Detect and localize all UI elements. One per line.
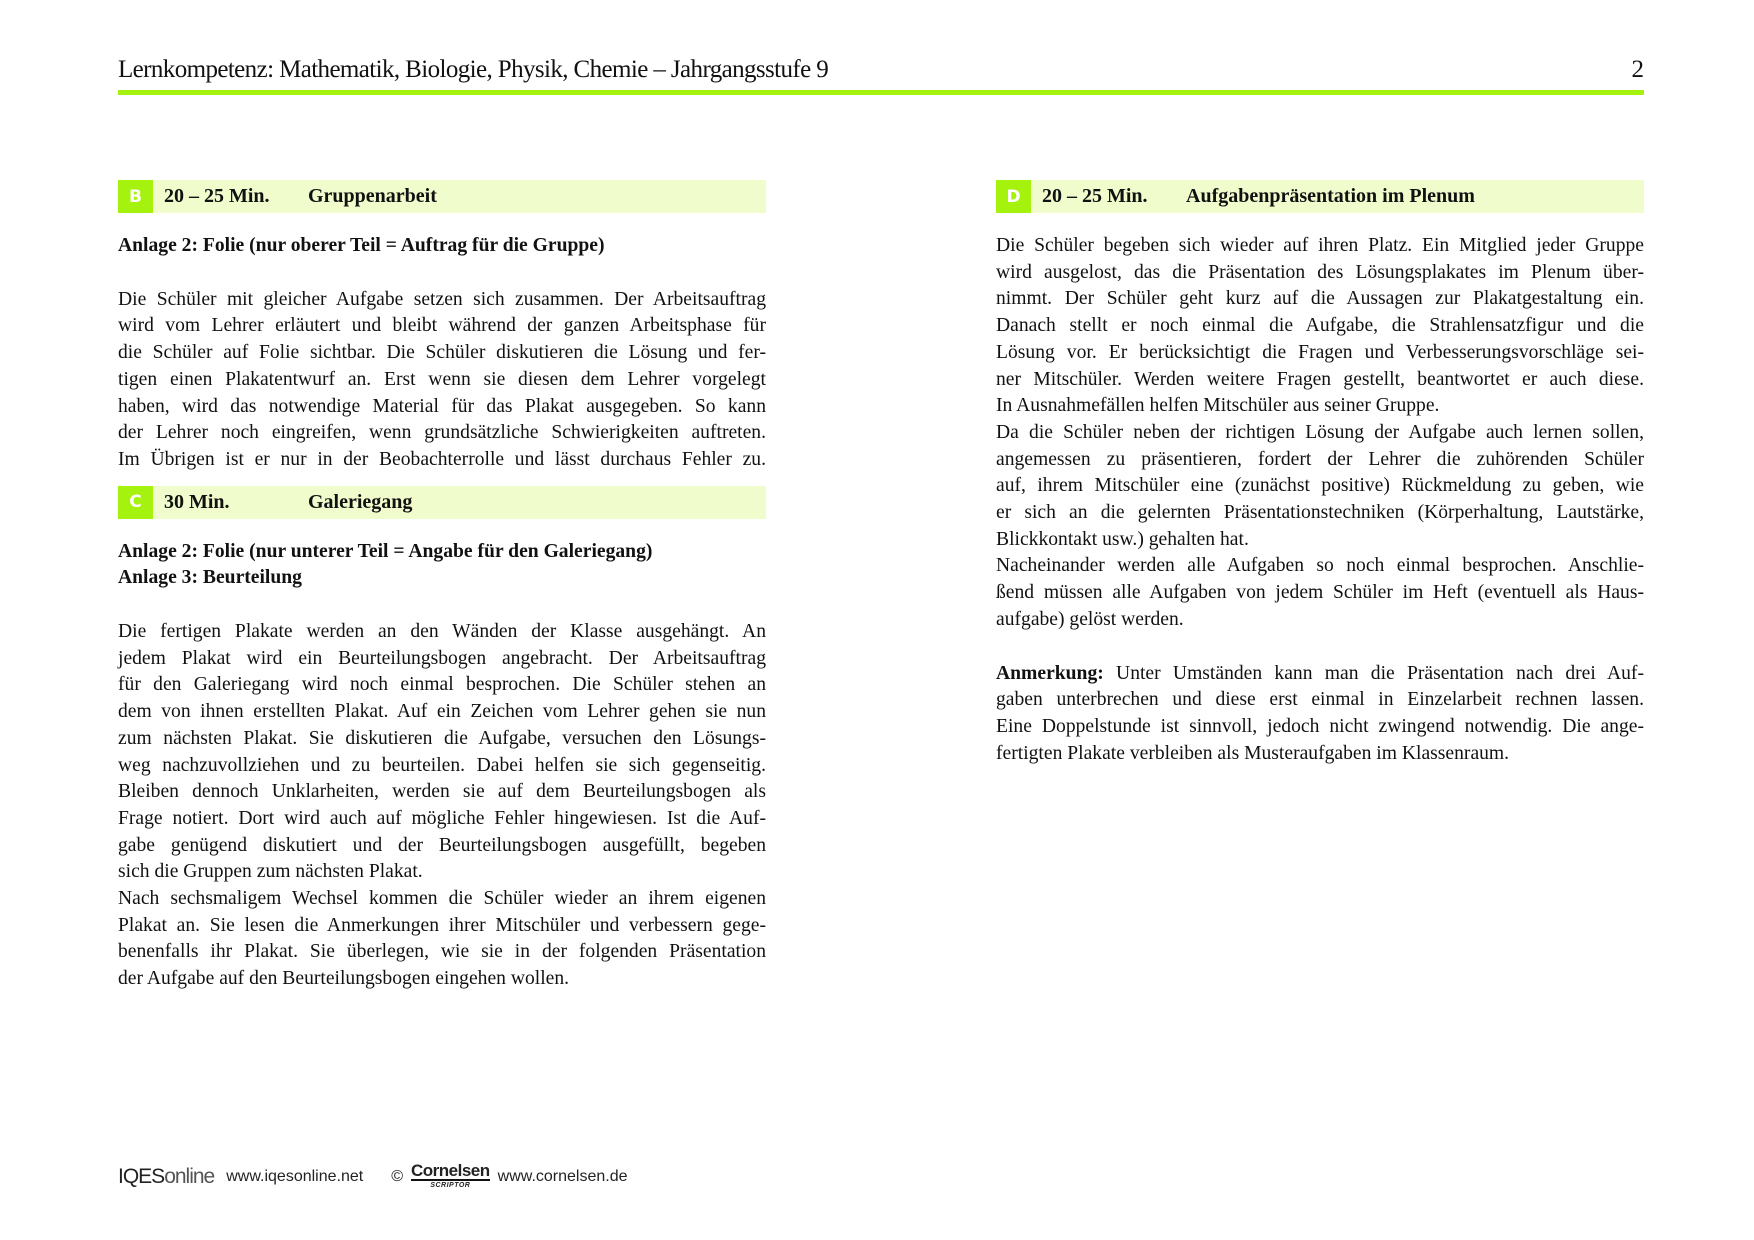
section-c-title: Galeriegang (308, 490, 413, 513)
attachment-line: Anlage 2: Folie (nur oberer Teil = Auftrag für die Gruppe) (118, 235, 605, 256)
section-c-time: 30 Min. (164, 490, 230, 513)
cornelsen-logo-text: Cornelsen (411, 1160, 490, 1180)
note-line (996, 661, 1644, 688)
section-c-body (118, 619, 766, 993)
section-b-badge: B (118, 180, 153, 213)
body-line: haben, wird das notwendige Material für das Plakat ausgegeben. So kann (118, 395, 766, 417)
section-d-time: 20 – 25 Min. (1042, 185, 1148, 207)
cornelsen-url-link[interactable]: www.cornelsen.de (497, 1168, 628, 1185)
body-line: die Schüler auf Folie sichtbar. Die Schüler diskutieren die Lösung und fer- (118, 342, 766, 364)
body-line: In Ausnahmefällen helfen Mitschüler aus seiner Gruppe. (996, 395, 1440, 417)
section-b-title: Gruppenarbeit (308, 185, 437, 207)
cornelsen-logo-sub: SCRIPTOR (430, 1181, 471, 1189)
section-d-body (996, 233, 1644, 634)
body-line: wird ausgelost, das die Präsentation des Lösungsplakates im Plenum über- (996, 261, 1644, 283)
right-column (996, 180, 1644, 767)
body-line: der Aufgabe auf den Beurteilungsbogen eingehen wollen. (118, 968, 570, 990)
body-line: Blickkontakt usw.) gehalten hat. (996, 528, 1249, 550)
body-line: jedem Plakat wird ein Beurteilungsbogen angebracht. Der Arbeitsauftrag (118, 647, 766, 669)
section-b-attachments (118, 233, 766, 260)
note-line: Eine Doppelstunde ist sinnvoll, jedoch nicht zwingend notwendig. Die ange- (996, 715, 1644, 737)
iqes-logo (118, 1165, 214, 1189)
body-line: gabe genügend diskutiert und der Beurteilungsbogen ausgefüllt, begeben (118, 834, 766, 856)
section-b-time: 20 – 25 Min. (164, 185, 270, 207)
header-rule (118, 90, 1644, 95)
iqes-logo-strong: IQES (118, 1165, 165, 1188)
body-line: aufgabe) gelöst werden. (996, 608, 1184, 630)
body-line: Frage notiert. Dort wird auch auf mögliche Fehler hingewiesen. Ist die Auf- (118, 807, 766, 829)
note-line: fertigten Plakate verbleiben als Musteraufgaben im Klassenraum. (996, 742, 1510, 764)
body-line: Plakat an. Sie lesen die Anmerkungen ihrer Mitschüler und verbessern gege- (118, 914, 766, 936)
body-line: wird vom Lehrer erläutert und bleibt während der ganzen Arbeitsphase für (118, 315, 766, 337)
body-line: Bleiben dennoch Unklarheiten, werden sie auf dem Beurteilungsbogen als (118, 781, 766, 803)
section-b-bar (118, 180, 766, 213)
cornelsen-logo (411, 1162, 490, 1189)
section-d-title: Aufgabenpräsentation im Plenum (1186, 185, 1475, 207)
section-d-bar (996, 180, 1644, 213)
body-line: Die fertigen Plakate werden an den Wänden der Klasse ausgehängt. An (118, 621, 766, 643)
note-label: Anmerkung: (996, 662, 1104, 684)
body-line: Da die Schüler neben der richtigen Lösung der Aufgabe auch lernen sollen, (996, 421, 1644, 443)
iqes-logo-light: online (164, 1165, 215, 1188)
page-footer (118, 1160, 628, 1190)
note-line: gaben unterbrechen und diese erst einmal in Einzelarbeit rechnen lassen. (996, 689, 1644, 711)
body-line: für den Galeriegang wird noch einmal besprochen. Die Schüler stehen an (118, 674, 766, 696)
body-line: er sich an die gelernten Präsentationstechniken (Körperhaltung, Lautstärke, (996, 502, 1644, 524)
body-line: auf, ihrem Mitschüler eine (zunächst positive) Rückmeldung zu geben, wie (996, 475, 1644, 497)
body-line: weg nachzuvollziehen und zu beurteilen. Dabei helfen sie sich gegenseitig. (118, 754, 766, 776)
body-line: Lösung vor. Er berücksichtigt die Fragen und Verbesserungsvorschläge sei- (996, 341, 1644, 363)
iqes-url-link[interactable]: www.iqesonline.net (226, 1168, 364, 1185)
body-line: dem von ihnen erstellten Plakat. Auf ein Zeichen vom Lehrer gehen sie nun (118, 701, 766, 723)
section-c-bar (118, 486, 766, 519)
body-line: benenfalls ihr Plakat. Sie überlegen, wie sie in der folgenden Präsentation (118, 941, 766, 963)
body-line: Nacheinander werden alle Aufgaben so noch einmal besprochen. Anschlie- (996, 555, 1644, 577)
body-line: angemessen zu präsentieren, fordert der Lehrer die zuhörenden Schüler (996, 448, 1644, 470)
section-d-badge: D (996, 180, 1031, 213)
body-line: nimmt. Der Schüler geht kurz auf die Aussagen zur Plakatgestaltung ein. (996, 288, 1644, 310)
section-c-attachments (118, 539, 766, 592)
body-line: Die Schüler begeben sich wieder auf ihren Platz. Ein Mitglied jeder Gruppe (996, 235, 1644, 256)
body-line: ßend müssen alle Aufgaben von jedem Schüler im Heft (eventuell als Haus- (996, 582, 1644, 604)
copyright-icon: © (391, 1168, 404, 1185)
body-line: Die Schüler mit gleicher Aufgabe setzen sich zusammen. Der Arbeitsauftrag (118, 288, 766, 310)
section-c-badge: C (118, 486, 153, 519)
body-line: Nach sechsmaligem Wechsel kommen die Schüler wieder an ihrem eigenen (118, 888, 766, 910)
note-text: Unter Umständen kann man die Präsentation nach drei Auf- (1103, 662, 1644, 684)
attachment-line: Anlage 3: Beurteilung (118, 567, 302, 589)
body-line: ner Mitschüler. Werden weitere Fragen gestellt, beantwortet er auch diese. (996, 368, 1644, 390)
left-column (118, 180, 766, 993)
document-title: Lernkompetenz: Mathematik, Biologie, Physik, Chemie – Jahrgangsstufe 9 (118, 56, 829, 83)
attachment-line: Anlage 2: Folie (nur unterer Teil = Angabe für den Galeriegang) (118, 540, 653, 562)
body-line: tigen einen Plakatentwurf an. Erst wenn sie diesen dem Lehrer vorgelegt (118, 368, 766, 390)
body-line: Im Übrigen ist er nur in der Beobachterrolle und lässt durchaus Fehler zu. (118, 448, 766, 470)
section-b-body (118, 287, 766, 474)
body-line: zum nächsten Plakat. Sie diskutieren die Aufgabe, versuchen den Lösungs- (118, 727, 766, 749)
body-line: der Lehrer noch eingreifen, wenn grundsätzliche Schwierigkeiten auftreten. (118, 422, 766, 444)
body-line: sich die Gruppen zum nächsten Plakat. (118, 861, 423, 883)
page-number: 2 (1631, 56, 1644, 83)
section-d-note (996, 661, 1644, 768)
body-line: Danach stellt er noch einmal die Aufgabe, die Strahlensatzfigur und die (996, 315, 1644, 337)
